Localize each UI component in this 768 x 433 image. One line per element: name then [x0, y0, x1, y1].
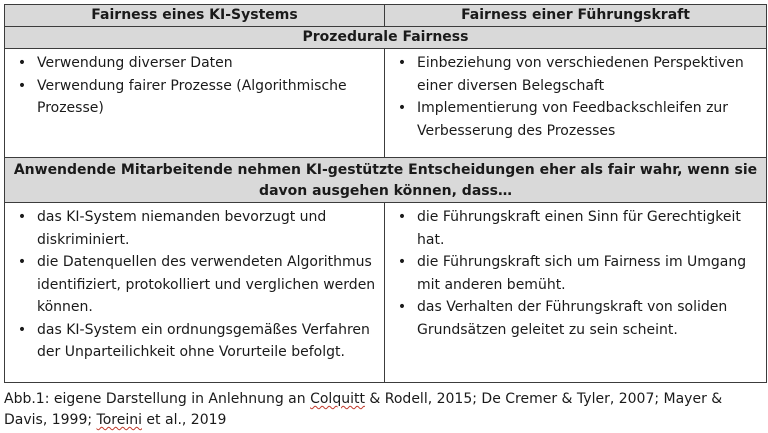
- bullet-icon: •: [17, 77, 27, 94]
- list-item: • das KI-System ein ordnungsgemäßes Verfahren der Unparteilichkeit ohne Vorurteile befolgt.: [5, 319, 380, 364]
- bullet-icon: •: [17, 254, 27, 270]
- section1-left-cell: [5, 49, 385, 158]
- header-fuehrungskraft: Fairness einer Führungskraft: [385, 5, 767, 27]
- section1-title-row: [5, 27, 767, 49]
- fairness-comparison-table: [4, 4, 767, 383]
- section2-right-list: [385, 203, 766, 341]
- section2-left-list: [5, 203, 384, 364]
- list-item: • die Datenquellen des verwendeten Algorithmus identifiziert, protokolliert und verglichen werden können.: [5, 251, 380, 319]
- header-ki-system: Fairness eines KI-Systems: [5, 5, 385, 27]
- bullet-icon: •: [397, 299, 407, 315]
- list-item: • das KI-System niemanden bevorzugt und diskriminiert.: [5, 206, 380, 251]
- bullet-icon: •: [397, 209, 407, 225]
- section-title-wahrnehmung: Anwendende Mitarbeitende nehmen KI-gestützte Entscheidungen eher als fair wahr, wenn sie davon ausgehen können, dass…: [5, 158, 767, 203]
- section-title-prozedurale-fairness: Prozedurale Fairness: [5, 27, 767, 49]
- bullet-icon: •: [397, 254, 407, 270]
- caption-suffix: et al., 2019: [141, 412, 227, 428]
- caption-prefix: Abb.1: eigene Darstellung in Anlehnung an: [4, 391, 311, 407]
- bullet-icon: •: [17, 321, 27, 338]
- list-item: • das Verhalten der Führungskraft von soliden Grundsätzen geleitet zu sein scheint.: [385, 296, 762, 341]
- list-item: • Verwendung diverser Daten: [5, 52, 380, 75]
- header-row: [5, 5, 767, 27]
- bullet-icon: •: [397, 100, 407, 116]
- bullet-icon: •: [17, 55, 27, 71]
- list-item: • Einbeziehung von verschiedenen Perspektiven einer diversen Belegschaft: [385, 52, 762, 97]
- section2-title-row: [5, 158, 767, 203]
- section1-right-list: [385, 49, 766, 142]
- section2-right-cell: [385, 203, 767, 383]
- list-item: • die Führungskraft sich um Fairness im Umgang mit anderen bemüht.: [385, 251, 762, 296]
- section2-left-cell: [5, 203, 385, 383]
- list-item: • Implementierung von Feedbackschleifen zur Verbesserung des Prozesses: [385, 97, 762, 142]
- caption-middle: & Rodell, 2015; De Cremer & Tyler, 2007; Mayer & Davis, 1999;: [4, 391, 723, 428]
- bullet-icon: •: [397, 55, 407, 71]
- section1-content-row: [5, 49, 767, 158]
- bullet-icon: •: [17, 209, 27, 225]
- citation-toreini: Toreini: [96, 412, 142, 428]
- list-item: • die Führungskraft einen Sinn für Gerechtigkeit hat.: [385, 206, 762, 251]
- section2-content-row: [5, 203, 767, 383]
- list-item: • Verwendung fairer Prozesse (Algorithmische Prozesse): [5, 75, 380, 120]
- figure-caption: [4, 389, 768, 431]
- section1-right-cell: [385, 49, 767, 158]
- citation-colquitt: Colquitt: [310, 391, 365, 407]
- section1-left-list: [5, 49, 384, 120]
